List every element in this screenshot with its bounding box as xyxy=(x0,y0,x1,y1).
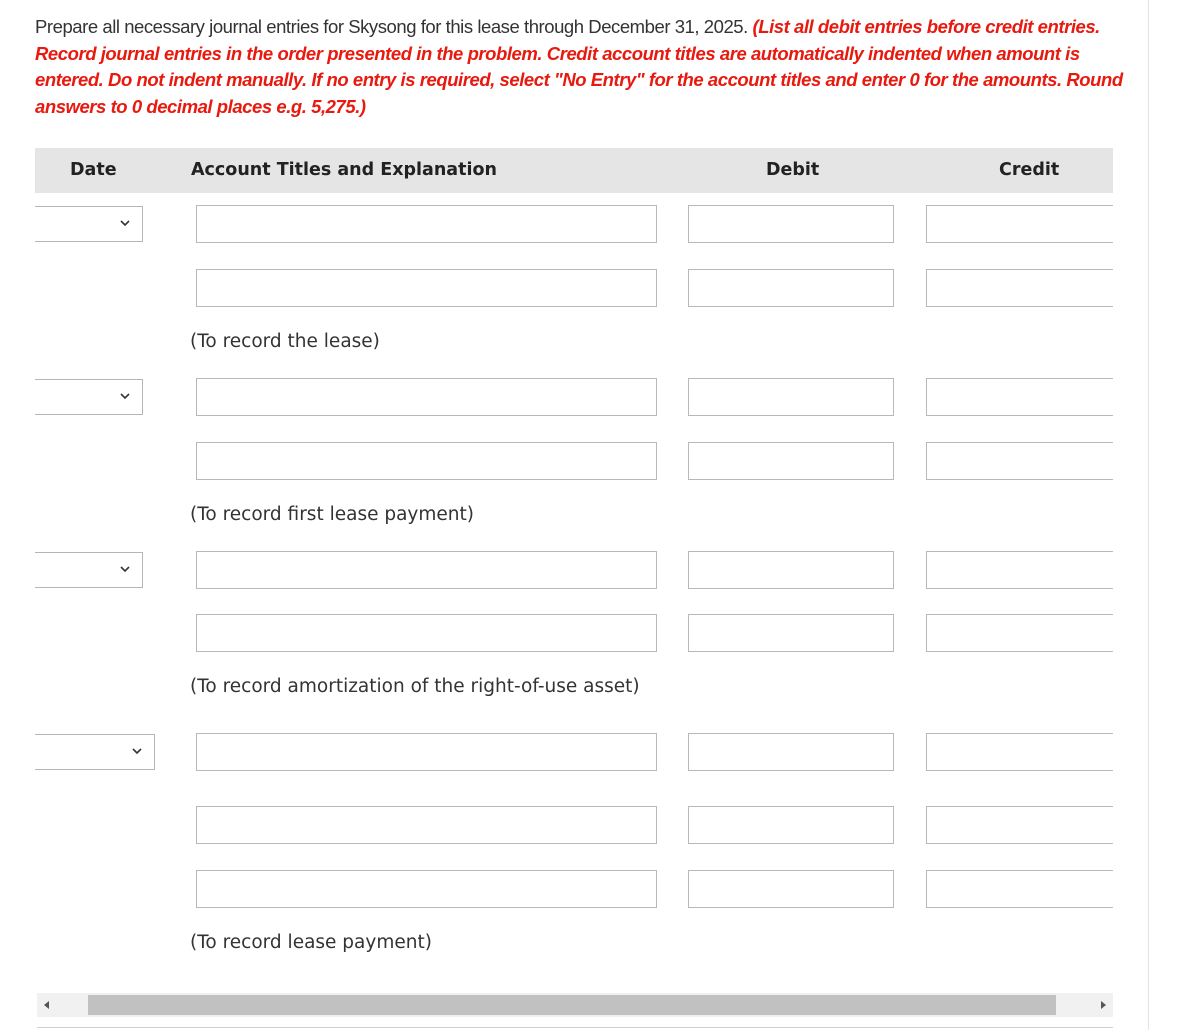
credit-input[interactable] xyxy=(926,806,1113,844)
debit-input[interactable] xyxy=(688,378,894,416)
date-select-3[interactable] xyxy=(35,552,143,588)
chevron-down-icon xyxy=(118,389,132,403)
header-date: Date xyxy=(70,160,117,180)
account-title-input[interactable] xyxy=(196,378,657,416)
debit-input[interactable] xyxy=(688,551,894,589)
credit-input[interactable] xyxy=(926,614,1113,652)
entry-note-2: (To record first lease payment) xyxy=(190,504,474,525)
credit-input[interactable] xyxy=(926,733,1113,771)
date-select-4[interactable] xyxy=(35,734,155,770)
scroll-right-arrow-icon[interactable] xyxy=(1091,993,1113,1017)
credit-input[interactable] xyxy=(926,378,1113,416)
date-select-2[interactable] xyxy=(35,379,143,415)
scrollbar-thumb[interactable] xyxy=(88,995,1056,1015)
entry-note-3: (To record amortization of the right-of-use asset) xyxy=(190,676,640,697)
divider xyxy=(37,1027,1113,1028)
horizontal-scrollbar[interactable] xyxy=(37,993,1113,1017)
credit-input[interactable] xyxy=(926,205,1113,243)
account-title-input[interactable] xyxy=(196,614,657,652)
account-title-input[interactable] xyxy=(196,806,657,844)
instructions-emphasis: (List all debit entries before credit entries. Record journal entries in the order presented in the problem. Credit account titles are automatically indented when amount is entered. Do not indent manually. If no entry is required, select "No Entry" for the account titles and enter 0 for the amounts. Round answers to 0 decimal places e.g. 5,275.) xyxy=(35,16,1123,117)
chevron-down-icon xyxy=(118,216,132,230)
chevron-down-icon xyxy=(130,744,144,758)
account-title-input[interactable] xyxy=(196,269,657,307)
account-title-input[interactable] xyxy=(196,551,657,589)
account-title-input[interactable] xyxy=(196,205,657,243)
date-select-1[interactable] xyxy=(35,206,143,242)
debit-input[interactable] xyxy=(688,870,894,908)
journal-header-row xyxy=(35,148,1113,193)
header-credit: Credit xyxy=(999,160,1060,180)
instructions-lead: Prepare all necessary journal entries for Skysong for this lease through December 31, 2025. xyxy=(35,16,748,37)
scroll-left-arrow-icon[interactable] xyxy=(37,993,59,1017)
instructions xyxy=(35,14,1125,120)
chevron-down-icon xyxy=(118,562,132,576)
account-title-input[interactable] xyxy=(196,442,657,480)
account-title-input[interactable] xyxy=(196,870,657,908)
header-account-titles: Account Titles and Explanation xyxy=(191,160,497,180)
credit-input[interactable] xyxy=(926,269,1113,307)
credit-input[interactable] xyxy=(926,870,1113,908)
credit-input[interactable] xyxy=(926,551,1113,589)
right-gutter xyxy=(1148,0,1184,1030)
debit-input[interactable] xyxy=(688,205,894,243)
debit-input[interactable] xyxy=(688,806,894,844)
debit-input[interactable] xyxy=(688,733,894,771)
credit-input[interactable] xyxy=(926,442,1113,480)
entry-note-1: (To record the lease) xyxy=(190,331,380,352)
header-debit: Debit xyxy=(766,160,820,180)
debit-input[interactable] xyxy=(688,442,894,480)
debit-input[interactable] xyxy=(688,614,894,652)
entry-note-4: (To record lease payment) xyxy=(190,932,432,953)
debit-input[interactable] xyxy=(688,269,894,307)
account-title-input[interactable] xyxy=(196,733,657,771)
